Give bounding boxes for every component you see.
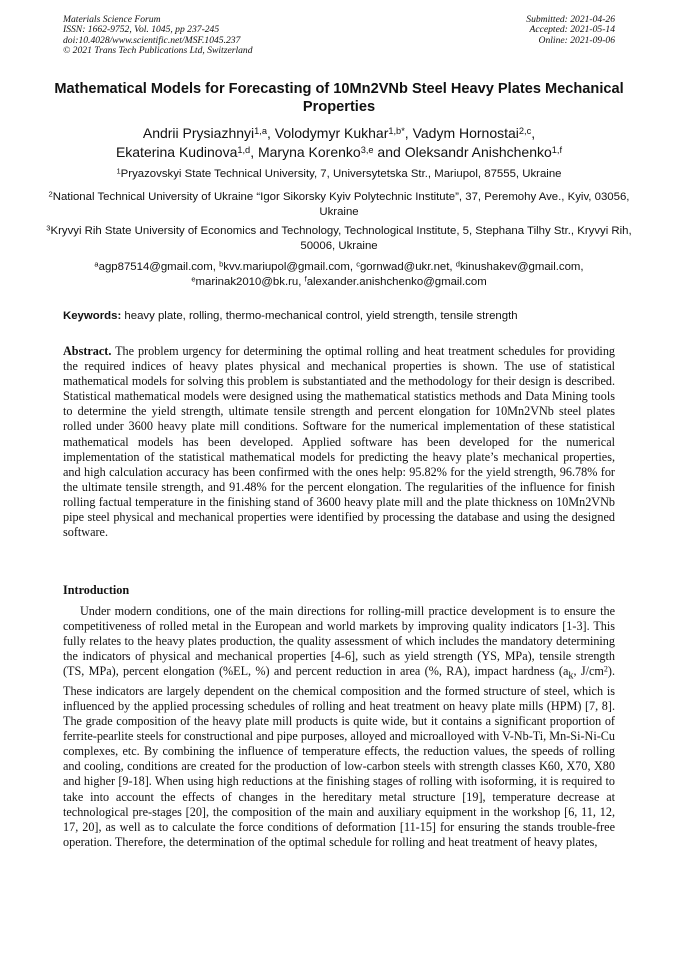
author-affiliation-mark: 3,e [360, 144, 374, 155]
affiliation [40, 190, 638, 220]
paper-title: Mathematical Models for Forecasting of 10Mn2VNb Steel Heavy Plates Mechanical Properties [54, 81, 624, 115]
author [275, 125, 413, 141]
journal-issn: ISSN: 1662-9752, Vol. 1045, pp 237-245 [63, 24, 220, 36]
author-affiliation-mark: 1,b* [388, 125, 405, 136]
journal-copyright: © 2021 Trans Tech Publications Ltd, Switzerland [63, 45, 253, 57]
email-link[interactable]: kinushakev@gmail.com [459, 261, 581, 273]
affiliation-number: 3 [46, 223, 51, 233]
email-key: e [191, 274, 196, 284]
email-key: c [356, 259, 360, 269]
abstract-text: The problem urgency for determining the optimal rolling and heat treatment schedules for providing the required indices of heavy plates physical and mechanical properties is shown. The use of statistical mathematical models for solving this problem is substantiated and the methodology for their design is described. Statistical mathematical models were designed using the mathematical statistics methods and Data Mining tools to determine the yield strength, ultimate tensile strength and percent elongation for 10Mn2VNb steel plates rolled under 3600 heavy plate mill conditions. Software for the numerical implementation of these statistical mathematical models has been developed. Applied software has been developed for the numerical implementation of the statistical mathematical models for predicting the heavy plate’s mechanical properties, and high calculation accuracy has been confirmed with the ones help: 95.82% for the yield strength, 96.78% for the ultimate tensile strength, and 91.48% for the percent elongation. The regularities of the influence for finish rolling factual temperature in the finishing stand of 3600 heavy plate mill and the plate thickness on 10Mn2VNb pipe steel physical and mechanical properties were identified by processing the database and using the designed software. [63, 344, 616, 540]
affiliation [40, 224, 638, 254]
email-link[interactable]: gornwad@ukr.net [359, 261, 450, 273]
author-name: Ekaterina Kudinova [115, 144, 238, 160]
keywords-text: heavy plate, rolling, thermo-mechanical control, yield strength, tensile strength [124, 310, 518, 322]
online-date: Online: 2021-09-06 [538, 34, 615, 46]
keywords-label: Keywords: [63, 310, 122, 322]
author-separator: , [266, 125, 275, 141]
author-affiliation-mark: 1,d [237, 144, 251, 155]
author-affiliation-mark: 1,f [551, 144, 563, 155]
intro-text: ). These indicators are largely dependent on the chemical composition and the formed structure of steel, which is influenced by the applied processing schedules of rolling and heat treatment on heavy plate mills (HPM) [7, 8]. The grade composition of the heavy plate mill products is quite wide, but it contains a significant proportion of ferrite-pearlite steels for constructional and pipe purposes, alloyed and microalloyed with V-Nb-Ti, Mn-Si-Ni-Cu complexes, etc. By combining the influence of temperature effects, the reduction values, the speeds of rolling and cooling, conditions are created for the production of low-carbon steels with strength classes K60, X70, X80 and higher [9-18]. When using high reductions at the finishing stages of rolling with isoforming, it is required to take into account the effects of changes in the hereditary metal structure [19], temperature decrease at technological pre-stages [20], the composition of the main and auxiliary equipment in the workshop [6, 11, 12, 17, 20], as well as to calculate the force conditions of deformation [11-15] for ensuring the stands trouble-free operation. Therefore, the determination of the optimal schedule for rolling and heat treatment of heavy plates, [63, 664, 615, 849]
affiliation-number: 1 [116, 166, 121, 176]
author [413, 125, 536, 141]
intro-superscript: 2 [603, 664, 608, 674]
intro-subscript: k [568, 670, 574, 682]
affiliation [40, 167, 638, 182]
keywords [63, 309, 615, 324]
introduction-heading: Introduction [63, 583, 130, 597]
author-affiliation-mark: 1,a [254, 125, 267, 136]
email-key: d [455, 259, 460, 269]
author-name: Volodymyr Kukhar [274, 125, 389, 141]
author-name: Maryna Korenko [257, 144, 361, 160]
email-link[interactable]: kvv.mariupol@gmail.com [223, 261, 350, 273]
intro-text: Under modern conditions, one of the main directions for rolling-mill practice development is to ensure the competitiveness of rolled metal in the European and world markets by improving quality indicators [1-3]. This fully relates to the heavy plates production, the quality assessment of which includes the mandatory determining the indicators of physical and mechanical properties [4-6], such as yield strength (YS, MPa), tensile strength (TS, MPa), percent elongation (%EL, %) and percent reduction in area (%, RA), impact hardness (a [63, 604, 615, 679]
email-list: $^a$agp87514@gmail.com, $^b$kvv.mariupol@gmail.com, $^c$gornwad@ukr.net, $^d$kinushakev@gmail.com, $^e$marinak2010@bk.ru, $^f$alexander.anishchenko@gmail.com [94, 259, 584, 288]
email-key: a [94, 259, 99, 269]
journal-name: Materials Science Forum [63, 14, 161, 25]
affiliation-text: Pryazovskyi State Technical University, 7, Universytetska Str., Mariupol, 87555, Ukraine [120, 168, 562, 180]
author-separator: , [404, 125, 413, 141]
author-separator: , [531, 125, 536, 141]
publication-dates [526, 15, 615, 46]
submitted-date: Submitted: 2021-04-26 [526, 14, 615, 25]
author [405, 144, 562, 160]
email-link[interactable]: alexander.anishchenko@gmail.com [306, 276, 487, 288]
author-name: Vadym Hornostai [412, 125, 519, 141]
accepted-date: Accepted: 2021-05-14 [529, 24, 615, 36]
journal-doi: doi:10.4028/www.scientific.net/MSF.1045.237 [63, 34, 241, 46]
author [143, 125, 275, 141]
affiliation-text: Kryvyi Rih State University of Economics and Technology, Technological Institute, 5, Stephana Tilhy Str., Kryvyi Rih, 50006, Ukraine [50, 225, 632, 252]
author-separator: and [373, 144, 405, 160]
abstract-label: Abstract. [63, 344, 112, 358]
author-affiliation-mark: 2,c [518, 125, 532, 136]
author [116, 144, 258, 160]
author-separator: , [250, 144, 258, 160]
intro-text: , J/cm [573, 664, 604, 679]
introduction-paragraph [63, 604, 615, 850]
author-name: Oleksandr Anishchenko [404, 144, 552, 160]
journal-info [63, 15, 253, 57]
affiliation-number: 2 [48, 189, 53, 199]
affiliation-text: National Technical University of Ukraine “Igor Sikorsky Kyiv Polytechnic Institute”, 37, Peremohy Ave., Kyiv, 03056, Ukraine [52, 191, 630, 218]
author-name: Andrii Prysiazhnyi [142, 125, 255, 141]
author-list [40, 124, 638, 162]
email-key: b [219, 259, 224, 269]
email-link[interactable]: marinak2010@bk.ru [195, 276, 299, 288]
email-key: f [304, 274, 307, 284]
abstract [63, 344, 615, 540]
author [258, 144, 405, 160]
email-link[interactable]: agp87514@gmail.com [98, 261, 213, 273]
